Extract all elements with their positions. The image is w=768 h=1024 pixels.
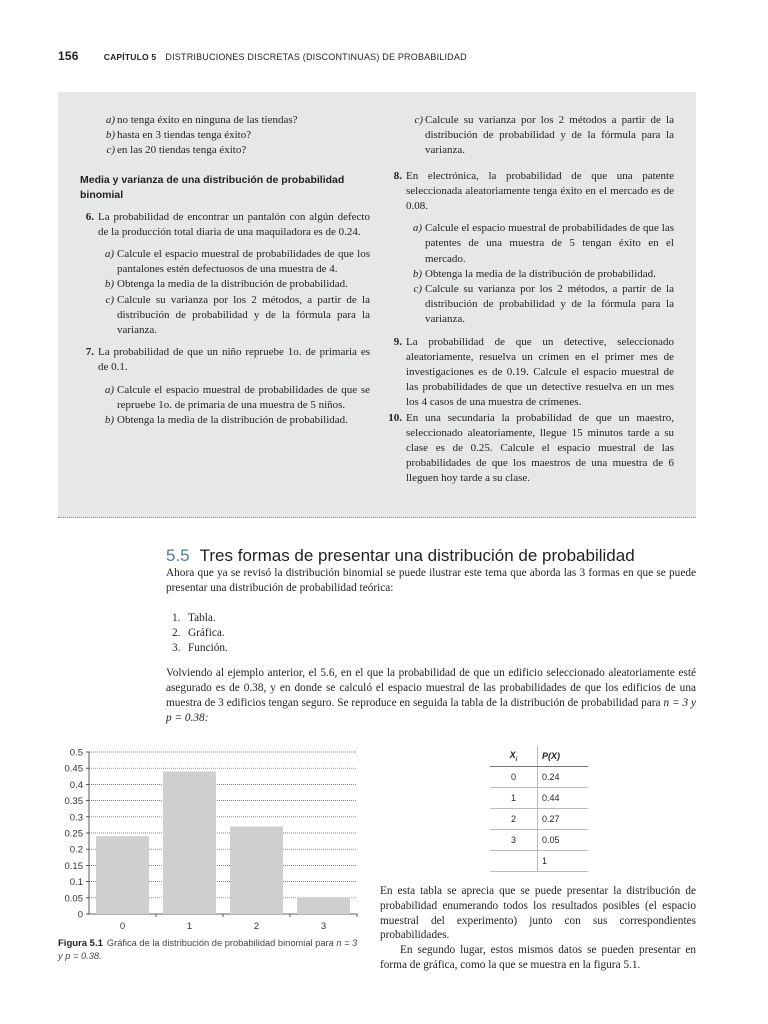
distribution-table: [490, 746, 588, 872]
exercise-item: c) en las 20 tiendas tenga éxito?: [106, 144, 247, 157]
y-tick-label: 0.05: [64, 893, 83, 905]
explanation-paragraph-2: En segundo lugar, estos mismos datos se pueden presentar en forma de gráfica, como la que se muestra en la figura 5.1.: [380, 944, 696, 971]
table-total-row: 1: [490, 851, 588, 872]
bar: [96, 836, 149, 914]
figure-caption: Figura 5.1 Gráfica de la distribución de probabilidad binomial para n = 3 y p = 0.38.: [58, 938, 358, 961]
y-tick-label: 0.25: [64, 828, 83, 840]
section-number: 5.5: [166, 546, 190, 565]
table-header-row: [490, 746, 588, 767]
list-item: 2. Gráfica.: [172, 627, 225, 639]
table-row: 1 0.44: [490, 788, 588, 809]
exercise-8: 8. En electrónica, la probabilidad de que una patente seleccionada aleatoriamente tenga éxito en el mercado es de 0.08.: [393, 169, 674, 213]
x-tick-label: 0: [119, 921, 126, 932]
running-header: [58, 49, 467, 63]
table-row: 0 0.24: [490, 767, 588, 788]
list-item: 1. Tabla.: [172, 612, 216, 624]
y-tick-label: 0.4: [69, 779, 83, 791]
exercise-9: 9. La probabilidad de que un detective, seleccionado aleatoriamente, resuelva un crimen en el primer mes de investigaciones es de 0.19. Calcule el espacio muestral de las probabilidades de que un detective resuelva en un mes los 4 casos de una muestra de crímenes.: [393, 335, 674, 409]
bar: [297, 898, 350, 914]
exercise-column-right: [388, 113, 674, 487]
column-header-p: P(X): [538, 746, 589, 767]
exercise-column-left: [80, 113, 370, 428]
exercise-item: a) Calcule el espacio muestral de probabilidades de que se repruebe 1o. de primaria de una muestra de 5 niños.: [104, 383, 370, 411]
figure-label: Figura 5.1: [58, 938, 103, 949]
y-tick-label: 0.35: [64, 796, 83, 808]
bar: [230, 827, 283, 914]
exercise-item: b) Obtenga la media de la distribución de probabilidad.: [412, 267, 656, 280]
chapter-label: CAPÍTULO 5: [103, 52, 157, 62]
exercise-7: 7. La probabilidad de que un niño repruebe 1o. de primaria es de 0.1.: [85, 346, 370, 374]
section-title: Tres formas de presentar una distribución de probabilidad: [199, 546, 635, 565]
page-number: 156: [58, 49, 79, 63]
exercise-item: c) Calcule su varianza por los 2 métodos, a partir de la distribución de probabilidad y de la fórmula para la varianza.: [105, 293, 370, 337]
y-tick-label: 0: [77, 909, 83, 921]
presentation-list: [172, 611, 228, 656]
exercise-item: a) no tenga éxito en ninguna de las tiendas?: [105, 114, 298, 126]
y-tick-label: 0.3: [69, 812, 83, 824]
y-tick-label: 0.45: [64, 763, 83, 775]
x-tick-label: 3: [320, 921, 327, 932]
exercise-item: c) Calcule su varianza por los 2 métodos a partir de la distribución de probabilidad y de la fórmula para la varianza.: [414, 114, 674, 157]
exercise-item: b) Obtenga la media de la distribución de probabilidad.: [104, 278, 348, 291]
chapter-title: DISTRIBUCIONES DISCRETAS (DISCONTINUAS) DE PROBABILIDAD: [165, 52, 467, 62]
column-header-x: $X_i$: [490, 746, 538, 767]
explanation-text: [380, 884, 696, 973]
section-heading: [166, 546, 635, 566]
table-row: 2 0.27: [490, 809, 588, 830]
exercise-10: 10. En una secundaria la probabilidad de que un maestro, seleccionado aleatoriamente, llegue 15 minutos tarde a su clase es de 0.25. Calcule el espacio muestral de las probabilidades de que los maestros de una muestra de 6 lleguen hoy tarde a su clase.: [388, 411, 674, 485]
x-tick-label: 1: [186, 921, 193, 932]
exercise-item: b) Obtenga la media de la distribución de probabilidad.: [104, 414, 348, 427]
y-tick-label: 0.5: [69, 747, 83, 759]
section-intro: Ahora que ya se revisó la distribución binomial se puede ilustrar este tema que aborda las 3 formas en que se puede presentar una distribución de probabilidad teórica:: [166, 567, 696, 594]
bar: [163, 771, 216, 914]
bar-chart: [30, 742, 370, 932]
table-row: 3 0.05: [490, 830, 588, 851]
exercise-item: a) Calcule el espacio muestral de probabilidades de que las patentes de una muestra de 5 tengan éxito en el mercado.: [412, 222, 674, 265]
section-paragraph: Volviendo al ejemplo anterior, el 5.6, en el que la probabilidad de que un edificio seleccionado aleatoriamente esté asegurado es de 0.38, y en donde se calculó el espacio muestral de las probabilidades de que los edificios de una muestra de 3 edificios tengan seguro. Se reproduce en seguida la tabla de la distribución de probabilidad para n = 3 y p = 0.38:: [166, 667, 696, 724]
explanation-paragraph-1: En esta tabla se aprecia que se puede presentar la distribución de probabilidad enumerando todos los resultados posibles (el espacio muestral del experimento) junto con sus correspondientes probabilidades.: [380, 885, 696, 942]
exercise-subheading: Media y varianza de una distribución de probabilidad binomial: [80, 173, 345, 201]
dotted-divider: [58, 517, 696, 518]
y-tick-label: 0.1: [69, 877, 83, 889]
exercise-item: b) hasta en 3 tiendas tenga éxito?: [105, 129, 252, 142]
exercise-item: a) Calcule el espacio muestral de probabilidades de que los pantalones estén defectuosos de una muestra de 4.: [104, 248, 370, 276]
list-item: 3. Función.: [172, 642, 228, 654]
exercise-6: 6. La probabilidad de encontrar un pantalón con algún defecto de la producción total diaria de una maquiladora es de 0.24.: [85, 210, 370, 238]
x-tick-label: 2: [253, 921, 260, 932]
exercise-item: c) Calcule su varianza por los 2 métodos, a partir de la distribución de probabilidad y de la fórmula para la varianza.: [413, 283, 674, 326]
y-tick-label: 0.2: [69, 844, 83, 856]
y-tick-label: 0.15: [64, 860, 83, 872]
